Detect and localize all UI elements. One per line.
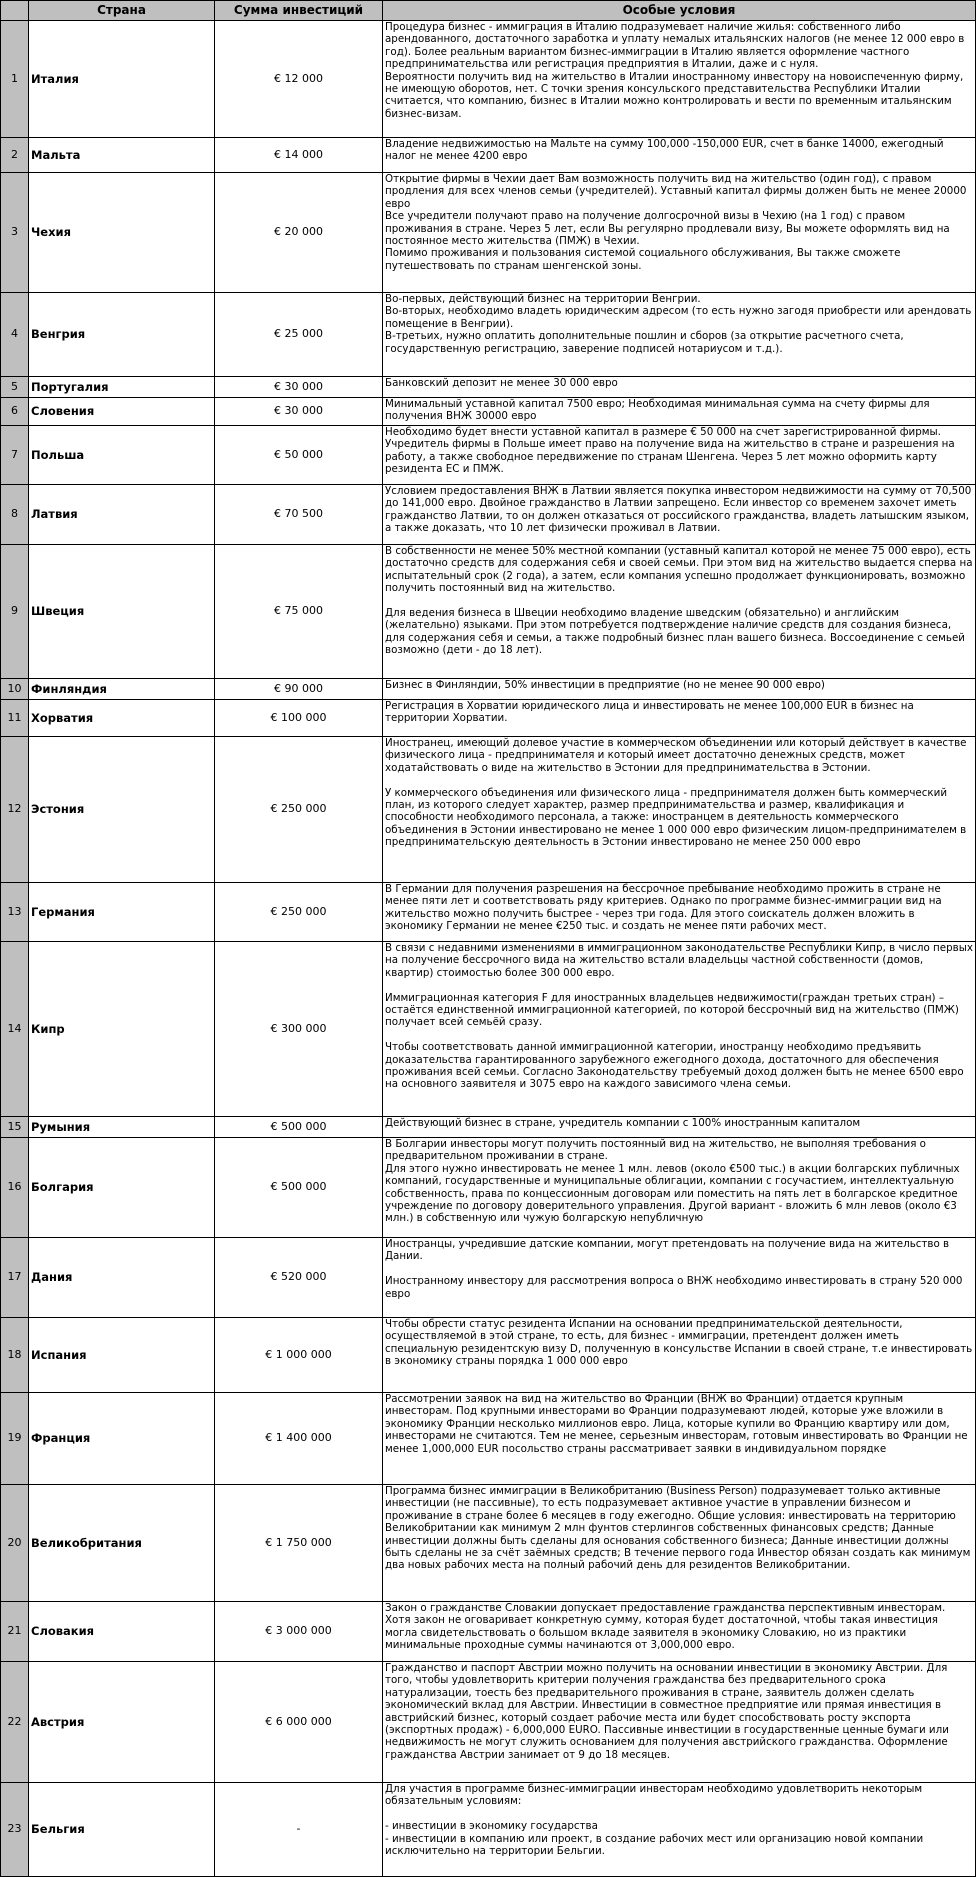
table-row	[1, 1238, 976, 1318]
amount-cell: € 300 000	[215, 942, 383, 1117]
table-row	[1, 545, 976, 679]
amount-cell: € 12 000	[215, 21, 383, 138]
row-number: 4	[1, 293, 29, 377]
conditions-cell	[383, 545, 976, 679]
row-number: 14	[1, 942, 29, 1117]
row-number: 7	[1, 426, 29, 485]
conditions-cell	[383, 426, 976, 485]
conditions-text: Действующий бизнес в стране, учредитель компании с 100% иностранным капиталом	[385, 1117, 861, 1129]
table-row	[1, 1602, 976, 1662]
row-number: 20	[1, 1485, 29, 1602]
conditions-cell	[383, 1117, 976, 1138]
country-cell: Великобритания	[29, 1485, 215, 1602]
country-cell: Латвия	[29, 485, 215, 545]
amount-cell: € 250 000	[215, 883, 383, 942]
conditions-cell	[383, 21, 976, 138]
country-cell: Австрия	[29, 1662, 215, 1783]
conditions-cell	[383, 1393, 976, 1485]
table-row	[1, 1393, 976, 1485]
table-row	[1, 485, 976, 545]
country-cell: Кипр	[29, 942, 215, 1117]
country-cell: Польша	[29, 426, 215, 485]
row-number: 18	[1, 1318, 29, 1393]
table-row	[1, 883, 976, 942]
country-cell: Мальта	[29, 138, 215, 173]
amount-cell: € 20 000	[215, 173, 383, 293]
amount-cell: € 3 000 000	[215, 1602, 383, 1662]
amount-cell: € 500 000	[215, 1138, 383, 1238]
country-cell: Италия	[29, 21, 215, 138]
amount-cell: € 1 750 000	[215, 1485, 383, 1602]
amount-cell: € 25 000	[215, 293, 383, 377]
country-cell: Франция	[29, 1393, 215, 1485]
country-cell: Швеция	[29, 545, 215, 679]
amount-cell: € 50 000	[215, 426, 383, 485]
row-number: 17	[1, 1238, 29, 1318]
row-number: 10	[1, 679, 29, 700]
table-row	[1, 1485, 976, 1602]
table-row	[1, 293, 976, 377]
conditions-text: В Болгарии инвесторы могут получить постоянный вид на жительство, не выполняя требования о предварительном проживании в стране. Для этого нужно инвестировать не менее 1 млн. левов (около €500 тыс.) в акции болгарских публичных компаний, государственные и муниципальные облигации, компании с госучастием, интеллектуальную собственность, права по концессионным договорам или поместить на пять лет в болгарское кредитное учреждение по договору доверительного управления. Другой вариант - вложить 6 млн левов (около €3 млн.) в собственную или чужую болгарскую непубличную	[385, 1138, 960, 1225]
amount-cell: € 250 000	[215, 737, 383, 883]
conditions-cell	[383, 398, 976, 426]
conditions-cell	[383, 1783, 976, 1877]
country-cell: Финляндия	[29, 679, 215, 700]
table-row	[1, 700, 976, 737]
amount-cell: € 1 400 000	[215, 1393, 383, 1485]
row-number: 12	[1, 737, 29, 883]
row-number: 11	[1, 700, 29, 737]
amount-cell: € 70 500	[215, 485, 383, 545]
row-number: 8	[1, 485, 29, 545]
conditions-cell	[383, 883, 976, 942]
conditions-cell	[383, 293, 976, 377]
country-cell: Венгрия	[29, 293, 215, 377]
row-number: 3	[1, 173, 29, 293]
amount-cell: € 520 000	[215, 1238, 383, 1318]
amount-cell: -	[215, 1783, 383, 1877]
conditions-text: Закон о гражданстве Словакии допускает предоставление гражданства перспективным инвесторам. Хотя закон не оговаривает конкретную сумму, которая будет достаточной, чтобы такая инвестиция могла свидетельствовать о большом вкладе заявителя в экономику Словакию, но из практики минимальные проходные суммы начинаются от 3,000,000 евро.	[385, 1602, 946, 1652]
table-row	[1, 942, 976, 1117]
conditions-text: Регистрация в Хорватии юридического лица и инвестировать не менее 100,000 EUR в бизнес на территории Хорватии.	[385, 700, 914, 725]
amount-cell: € 6 000 000	[215, 1662, 383, 1783]
conditions-text: Процедура бизнес - иммиграция в Италию подразумевает наличие жилья: собственного либо арендованного, достаточного заработка и уплату немалых итальянских налогов (не менее 12 000 евро в год). Более реальным вариантом бизнес-иммиграции в Италию является оформление частного предпринимательства или регистрация предприятия в Италии, даже и с нуля. Вероятности получить вид на жительство в Италии иностранному инвестору на новоиспеченную фирму, не имеющую оборотов, нет. С точки зрения консульского представительства Республики Италии считается, что компанию, бизнес в Италии можно контролировать и вести по временным итальянским бизнес-визам.	[385, 21, 965, 120]
conditions-text: Рассмотрении заявок на вид на жительство во Франции (ВНЖ во Франции) отдается крупным инвесторам. Под крупными инвесторами во Франции подразумевают людей, которые уже вложили в экономику Франции несколько миллионов евро. Лица, которые купили во Францию квартиру или дом, инвесторами не считаются. Тем не менее, серьезным инвесторам, готовым инвестировать во Франции не менее 1,000,000 EUR посольство страны рассматривает заявки в индивидуальном порядке	[385, 1393, 968, 1455]
conditions-text: Гражданство и паспорт Австрии можно получить на основании инвестиции в экономику Австрии. Для того, чтобы удовлетворить критерии получения гражданства без предварительного срока натурализации, тоесть без предварительного проживания в стране, заявитель должен сделать экономический вклад для Австрии. Инвестиции в совместное предприятие или прямая инвестиция в австрийский бизнес, который создает рабочие места или будет способствовать росту экспорта (экспортных продаж) - 6,000,000 EURO. Пассивные инвестиции в государственные ценные бумаги или недвижимость не могут служить основанием для получения австрийского гражданства. Оформление гражданства Австрии занимает от 9 до 18 месяцев.	[385, 1662, 949, 1761]
country-cell: Словения	[29, 398, 215, 426]
country-cell: Словакия	[29, 1602, 215, 1662]
amount-cell: € 30 000	[215, 398, 383, 426]
row-number: 1	[1, 21, 29, 138]
row-number: 6	[1, 398, 29, 426]
header-row	[1, 1, 976, 21]
table-row	[1, 1117, 976, 1138]
conditions-cell	[383, 1238, 976, 1318]
table-row	[1, 426, 976, 485]
conditions-cell	[383, 1138, 976, 1238]
row-number: 23	[1, 1783, 29, 1877]
conditions-cell	[383, 1485, 976, 1602]
conditions-text: Иностранцы, учредившие датские компании, могут претендовать на получение вида на жительство в Дании. Иностранному инвестору для рассмотрения вопроса о ВНЖ необходимо инвестировать в страну 520 000 евро	[385, 1238, 963, 1300]
conditions-text: В связи с недавними изменениями в иммиграционном законодательстве Республики Кипр, в число первых на получение бессрочного вида на жительство встали владельцы частной собственности (домов, квартир) стоимостью более 300 000 евро. Иммиграционная категория F для иностранных владельцев недвижимости(граждан третьих стран) – остаётся единственной иммиграционной категорией, по которой бессрочный вид на жительство (ПМЖ) получает всей семьёй сразу. Чтобы соответствовать данной иммиграционной категории, иностранцу необходимо предъявить доказательства гарантированного зарубежного ежегодного дохода, достаточного для обеспечения проживания всей семьи. Согласно Законодательству требуемый доход должен быть не менее 6500 евро на основного заявителя и 3075 евро на каждого зависимого члена семьи.	[385, 942, 973, 1091]
conditions-cell	[383, 700, 976, 737]
table-row	[1, 138, 976, 173]
conditions-text: В Германии для получения разрешения на бессрочное пребывание необходимо прожить в стране не менее пяти лет и соответствовать ряду критериев. Однако по программе бизнес-иммиграции вид на жительство можно получить быстрее - через три года. Для этого соискатель должен вложить в экономику Германии не менее €250 тыс. и создать не менее пяти рабочих мест.	[385, 883, 942, 933]
amount-cell: € 14 000	[215, 138, 383, 173]
country-cell: Болгария	[29, 1138, 215, 1238]
conditions-cell	[383, 173, 976, 293]
table-row	[1, 173, 976, 293]
amount-cell: € 30 000	[215, 377, 383, 398]
country-cell: Германия	[29, 883, 215, 942]
table-row	[1, 21, 976, 138]
conditions-cell	[383, 942, 976, 1117]
conditions-text: Бизнес в Финляндии, 50% инвестиции в предприятие (но не менее 90 000 евро)	[385, 679, 825, 691]
conditions-text: Иностранец, имеющий долевое участие в коммерческом объединении или который действует в качестве физического лица - предпринимателя и который имеет достаточно денежных средств, может ходатайствовать о виде на жительство в Эстонии для предпринимательства в Эстонии. У коммерческого объединения или физического лица - предпринимателя должен быть коммерческий план, из которого следует характер, размер предпринимательства и размер, квалификация и способности необходимого персонала, а также: иностранцем в деятельность коммерческого объединения в Эстонии инвестировано не менее 1 000 000 евро физическим лицом-предпринимателем в предпринимательскую деятельность в Эстонии инвестировано не менее 250 000 евро	[385, 737, 967, 849]
country-cell: Чехия	[29, 173, 215, 293]
row-number: 19	[1, 1393, 29, 1485]
conditions-text: Владение недвижимостью на Мальте на сумму 100,000 -150,000 EUR, счет в банке 14000, ежегодный налог не менее 4200 евро	[385, 138, 944, 163]
table-row	[1, 1138, 976, 1238]
table-row	[1, 377, 976, 398]
row-number: 13	[1, 883, 29, 942]
conditions-cell	[383, 485, 976, 545]
table-row	[1, 1318, 976, 1393]
conditions-text: Чтобы обрести статус резидента Испании на основании предпринимательской деятельности, осуществляемой в этой стране, то есть, для бизнес - иммиграции, претендент должен иметь специальную резидентскую визу D, полученную в консульстве Испании в своей стране, т.е инвестировать в экономику страны порядка 1 000 000 евро	[385, 1318, 973, 1368]
conditions-text: Условием предоставления ВНЖ в Латвии является покупка инвестором недвижимости на сумму от 70,500 до 141,000 евро. Двойное гражданство в Латвии запрещено. Если инвестор со временем захочет иметь гражданство Латвии, то он должен отказаться от российского гражданства, владеть латышским языком, а также доказать, что 10 лет физически проживал в Латвии.	[385, 485, 972, 535]
country-cell: Испания	[29, 1318, 215, 1393]
conditions-text: Открытие фирмы в Чехии дает Вам возможность получить вид на жительство (один год), с правом продления для всех членов семьи (учредителей). Уставный капитал фирмы должен быть не менее 20000 евро Все учредители получают право на получение долгосрочной визы в Чехию (на 1 год) с правом проживания в стране. Через 5 лет, если Вы регулярно продлевали визу, Вы можете оформлять вид на постоянное место жительства (ПМЖ) в Чехии. Помимо проживания и пользования системой социального обслуживания, Вы также сможете путешествовать по странам шенгенской зоны.	[385, 173, 967, 272]
conditions-text: В собственности не менее 50% местной компании (уставный капитал которой не менее 75 000 евро), есть достаточно средств для содержания себя и своей семьи. При этом вид на жительство выдается сперва на испытательный срок (2 года), а затем, если компания успешно продолжает функционировать, возможно получить постоянный вид на жительство. Для ведения бизнеса в Швеции необходимо владение шведским (обязательно) и английским (желательно) языками. При этом потребуется подтверждение наличие средств для создания бизнеса, для содержания себя и семьи, а также подробный бизнес план вашего бизнеса. Воссоединение с семьей возможно (дети - до 18 лет).	[385, 545, 973, 657]
table-row	[1, 1662, 976, 1783]
row-number: 15	[1, 1117, 29, 1138]
table-row	[1, 679, 976, 700]
conditions-cell	[383, 737, 976, 883]
country-cell: Румыния	[29, 1117, 215, 1138]
table-row	[1, 1783, 976, 1877]
country-cell: Португалия	[29, 377, 215, 398]
conditions-cell	[383, 138, 976, 173]
country-cell: Бельгия	[29, 1783, 215, 1877]
conditions-text: Для участия в программе бизнес-иммиграции инвесторам необходимо удовлетворить некоторым обязательным условиям: - инвестиции в экономику государства - инвестиции в компанию или проект, в создание рабочих мест или организацию новой компании исключительно на территории Бельгии.	[385, 1783, 924, 1858]
conditions-cell	[383, 1662, 976, 1783]
conditions-cell	[383, 1602, 976, 1662]
table-row	[1, 398, 976, 426]
conditions-cell	[383, 1318, 976, 1393]
country-cell: Дания	[29, 1238, 215, 1318]
amount-cell: € 100 000	[215, 700, 383, 737]
country-cell: Хорватия	[29, 700, 215, 737]
amount-cell: € 1 000 000	[215, 1318, 383, 1393]
header-num	[1, 1, 29, 21]
row-number: 2	[1, 138, 29, 173]
conditions-text: Банковский депозит не менее 30 000 евро	[385, 377, 618, 389]
amount-cell: € 75 000	[215, 545, 383, 679]
row-number: 22	[1, 1662, 29, 1783]
row-number: 9	[1, 545, 29, 679]
conditions-text: Программа бизнес иммиграции в Великобританию (Business Person) подразумевает только активные инвестиции (не пассивные), то есть подразумевает активное участие в управлении бизнесом и проживание в стране более 6 месяцев в году ежегодно. Общие условия: инвестировать на территорию Великобритании как минимум 2 млн фунтов стерлингов собственных финансовых средств; Данные инвестиции должны быть сделаны для основания собственного бизнеса; Данные инвестиции должны быть сделаны не за счёт заёмных средств; В течение первого года Инвестор обязан создать как минимум два новых рабочих места на полный рабочий день для резидентов Великобритании.	[385, 1485, 971, 1572]
conditions-text: Необходимо будет внести уставной капитал в размере € 50 000 на счет зарегистрированной фирмы. Учредитель фирмы в Польше имеет право на получение вида на жительство в стране и разрешения на работу, а также свободное передвижение по странам Шенгена. Через 5 лет можно оформить карту резидента ЕС и ПМЖ.	[385, 426, 955, 476]
header-conditions: Особые условия	[383, 1, 976, 21]
row-number: 16	[1, 1138, 29, 1238]
table-row	[1, 737, 976, 883]
conditions-text: Во-первых, действующий бизнес на территории Венгрии. Во-вторых, необходимо владеть юридическим адресом (то есть нужно загодя приобрести или арендовать помещение в Венгрии). В-третьих, нужно оплатить дополнительные пошлин и сборов (за открытие расчетного счета, государственную регистрацию, заверение подписей нотариусом и т.д.).	[385, 293, 972, 355]
row-number: 21	[1, 1602, 29, 1662]
conditions-cell	[383, 679, 976, 700]
country-cell: Эстония	[29, 737, 215, 883]
header-amount: Сумма инвестиций	[215, 1, 383, 21]
amount-cell: € 90 000	[215, 679, 383, 700]
conditions-cell	[383, 377, 976, 398]
amount-cell: € 500 000	[215, 1117, 383, 1138]
row-number: 5	[1, 377, 29, 398]
conditions-text: Минимальный уставной капитал 7500 евро; Необходимая минимальная сумма на счету фирмы для получения ВНЖ 30000 евро	[385, 398, 930, 423]
header-country: Страна	[29, 1, 215, 21]
